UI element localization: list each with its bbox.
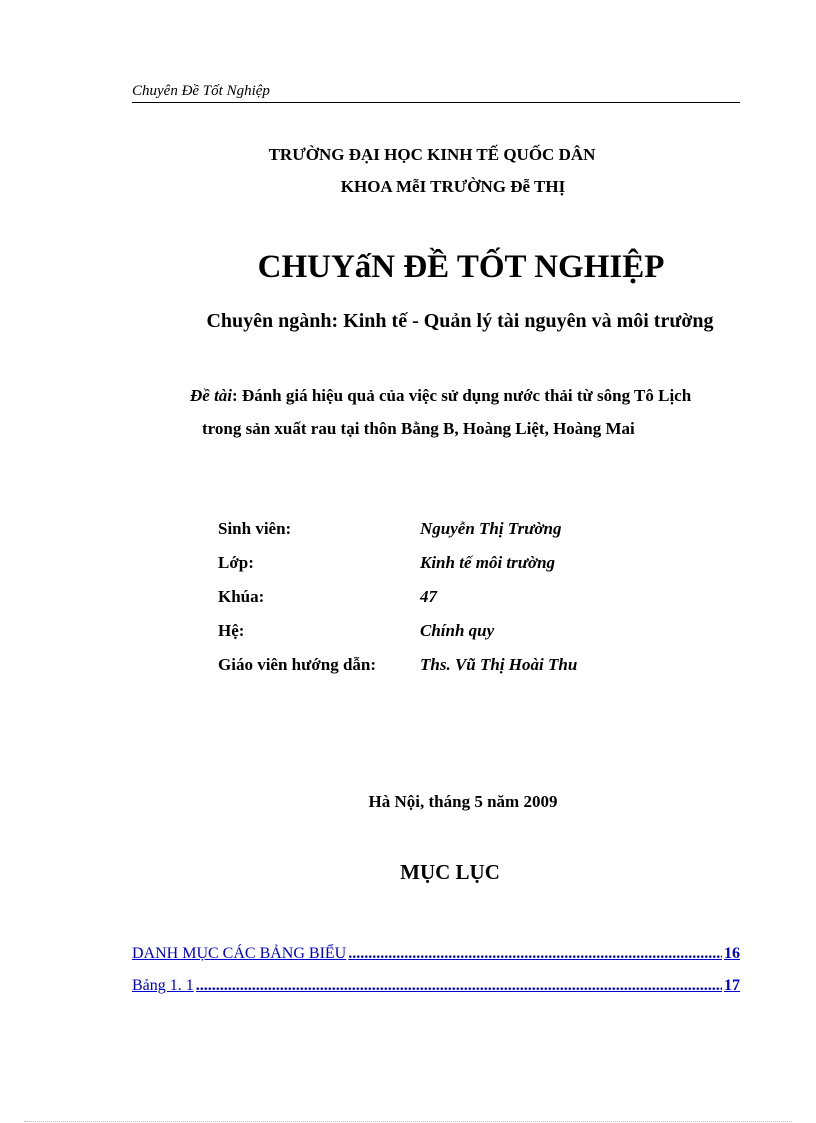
info-value: Ths. Vũ Thị Hoài Thu — [420, 655, 578, 674]
toc-leader-dots — [196, 975, 722, 997]
page-break-line — [24, 1121, 792, 1122]
info-value: Kinh tế môi trường — [420, 553, 556, 572]
toc-leader-dots — [348, 943, 722, 965]
info-label: Giáo viên hướng dẫn: — [218, 655, 377, 674]
document-title: CHUYấN ĐỀ TỐT NGHIỆP — [257, 249, 665, 285]
toc-entry-text[interactable]: Bảng 1. 1 — [132, 977, 194, 994]
toc-entry-list-of-tables[interactable] — [132, 943, 740, 975]
info-label: Sinh viên: — [218, 519, 292, 538]
major-line: Chuyên ngành: Kinh tế - Quản lý tài nguyên và môi trường — [206, 310, 714, 332]
university-name: TRƯỜNG ĐẠI HỌC KINH TẾ QUỐC DÂN — [268, 145, 596, 164]
info-label: Lớp: — [218, 553, 254, 572]
faculty-name: KHOA MễI TRƯỜNG Đễ THỊ — [340, 177, 566, 196]
info-value: Chính quy — [420, 621, 495, 640]
toc-title: MỤC LỤC — [400, 860, 500, 884]
toc-page-number[interactable]: 17 — [724, 977, 740, 994]
table-of-contents — [132, 943, 740, 1007]
toc-entry-table-1-1[interactable] — [132, 975, 740, 1007]
info-value: Nguyễn Thị Trường — [420, 519, 562, 538]
info-label: Hệ: — [218, 621, 245, 640]
page-header — [132, 82, 740, 103]
toc-entry-text[interactable]: DANH MỤC CÁC BẢNG BIỂU — [132, 945, 347, 962]
toc-page-number[interactable]: 16 — [724, 945, 740, 962]
topic-block — [190, 379, 691, 445]
place-date: Hà Nội, tháng 5 năm 2009 — [368, 792, 558, 811]
topic-line-1: : Đánh giá hiệu quả của việc sử dụng nước thải từ sông Tô Lịch — [232, 386, 692, 405]
info-value: 47 — [420, 587, 437, 606]
running-title: Chuyên Đề Tốt Nghiệp — [132, 83, 270, 99]
info-label: Khúa: — [218, 587, 265, 606]
topic-line-2: trong sản xuất rau tại thôn Bằng B, Hoàng Liệt, Hoàng Mai — [202, 419, 635, 438]
topic-label: Đề tài — [190, 386, 233, 405]
